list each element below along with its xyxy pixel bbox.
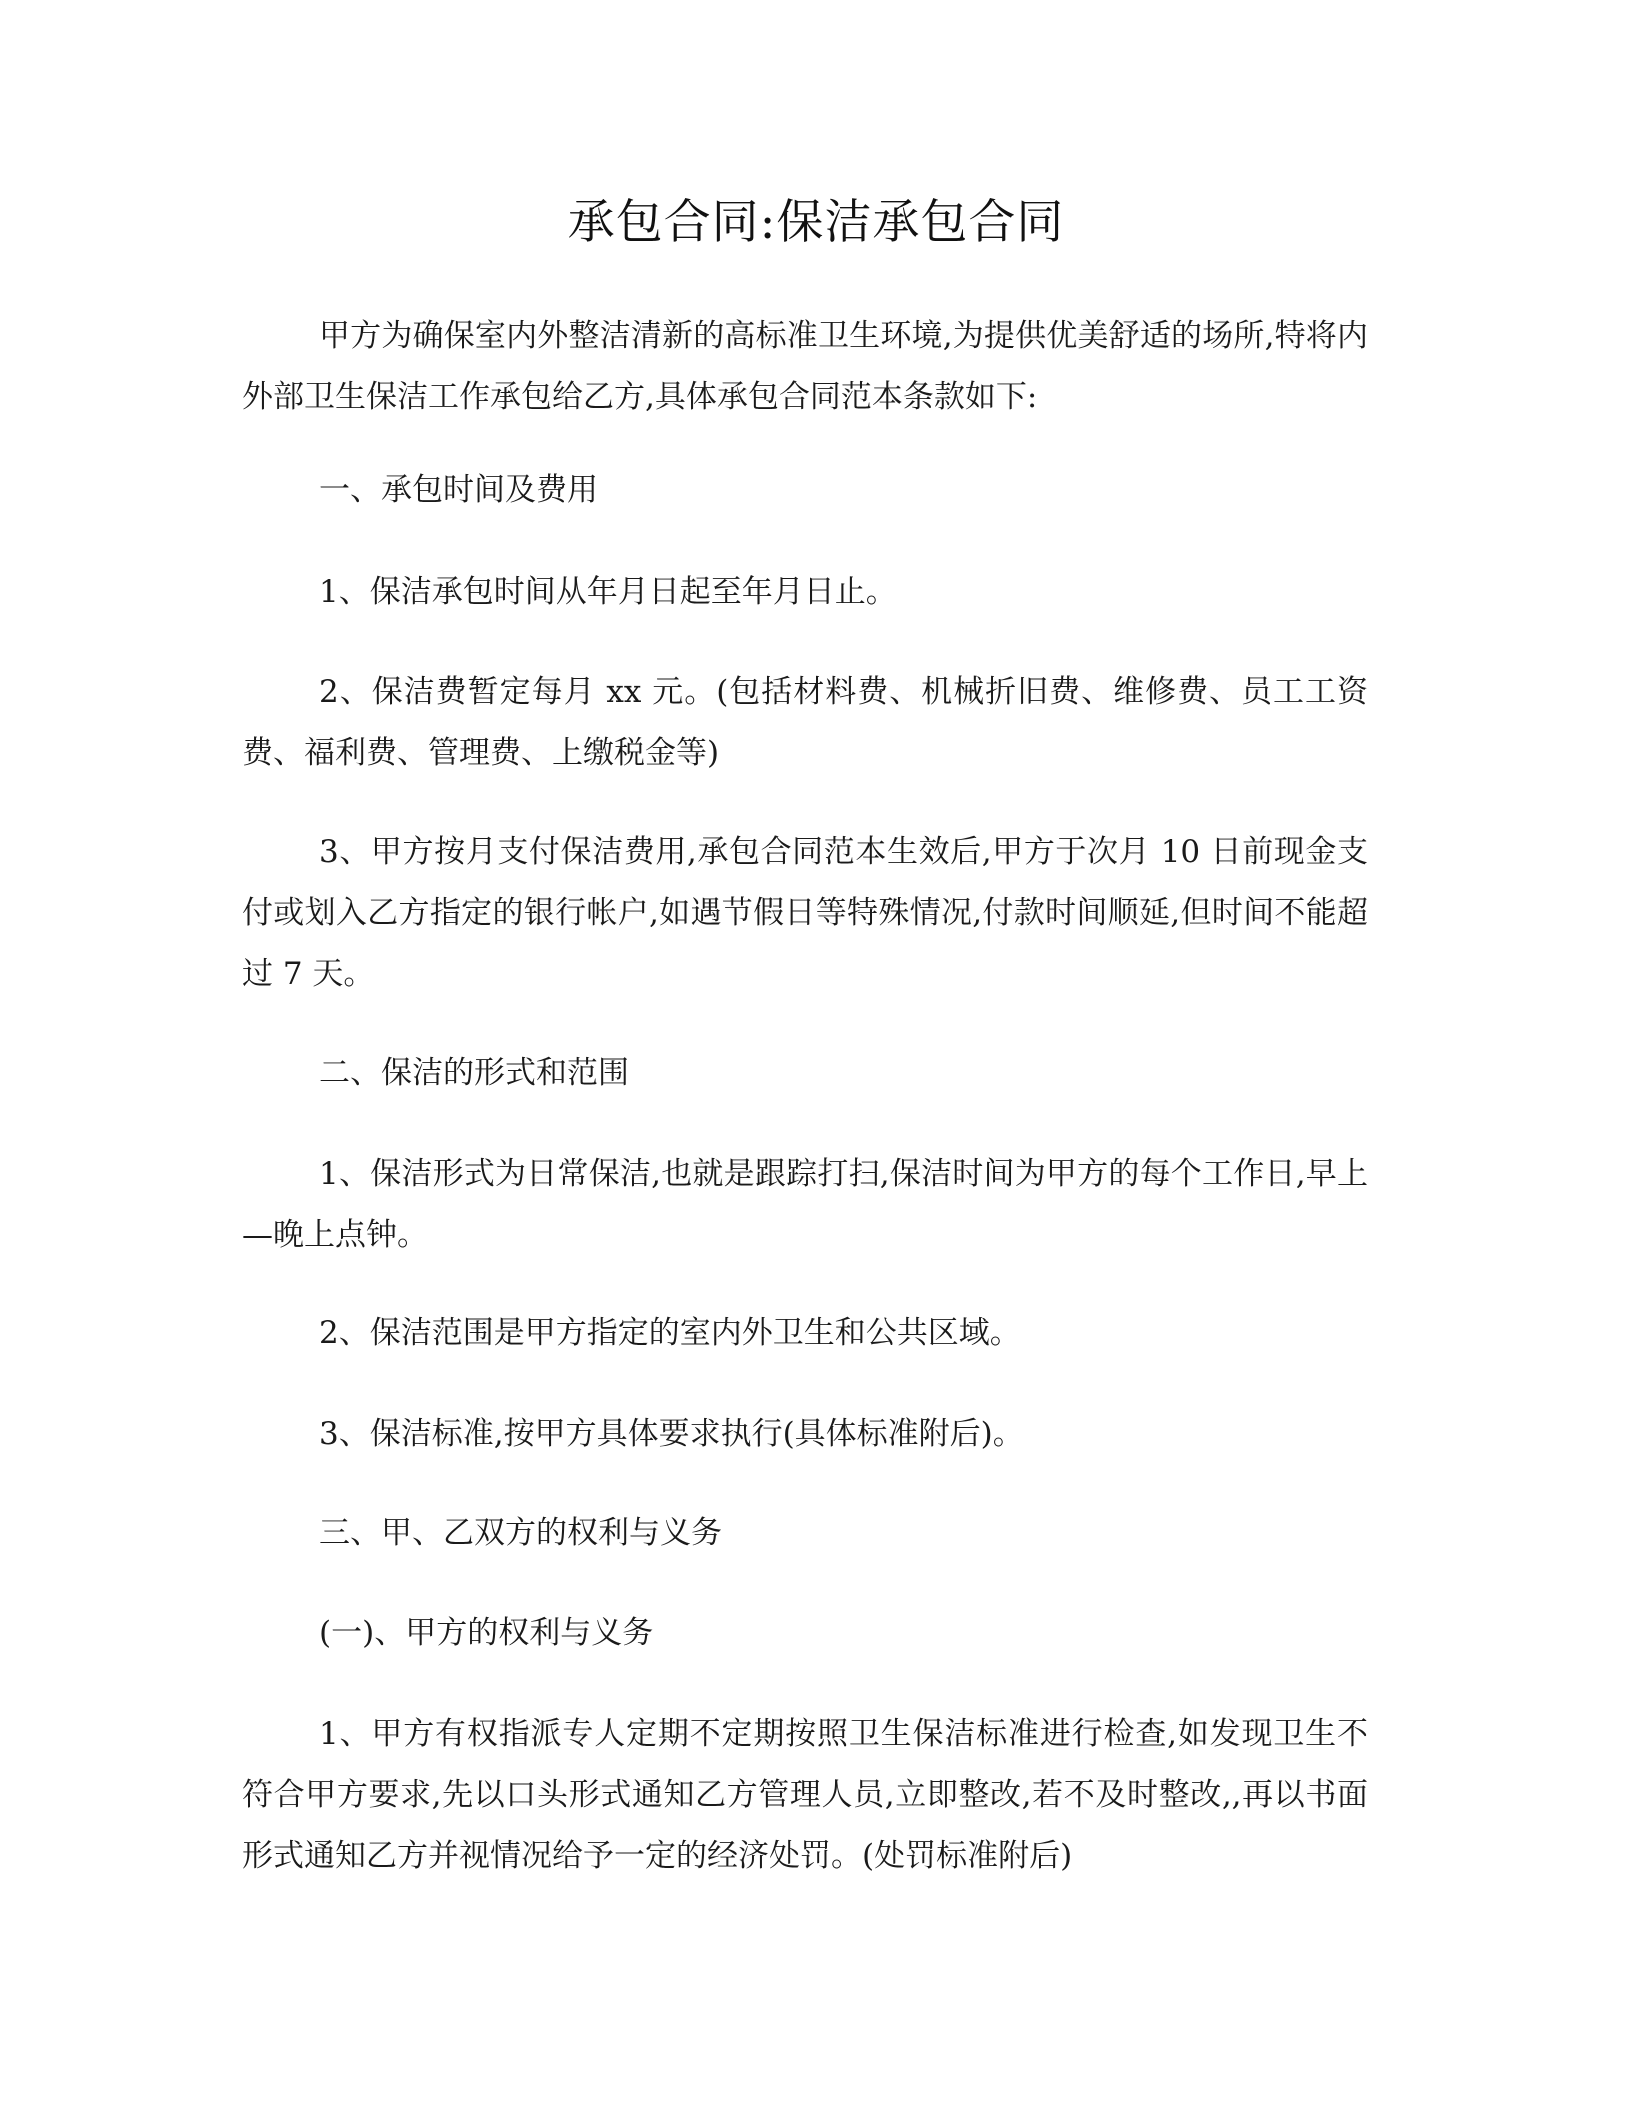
section-heading-3: 三、甲、乙双方的权利与义务 (319, 1515, 722, 1551)
clause-3-1-1: 1、甲方有权指派专人定期不定期按照卫生保洁标准进行检查,如发现卫生不符合甲方要求,先以口头形式通知乙方管理人员,立即整改,若不及时整改,,再以书面形式通知乙方并视情况给予一定的经济处罚。(处罚标准附后) (242, 1716, 1368, 1874)
clause-1-2: 2、保洁费暂定每月 xx 元。(包括材料费、机械折旧费、维修费、员工工资费、福利费、管理费、上缴税金等) (242, 674, 1368, 771)
clause-2-3: 3、保洁标准,按甲方具体要求执行(具体标准附后)。 (319, 1416, 1024, 1452)
clause-2-1: 1、保洁形式为日常保洁,也就是跟踪打扫,保洁时间为甲方的每个工作日,早上—晚上点钟。 (242, 1156, 1368, 1253)
section-heading-2: 二、保洁的形式和范围 (319, 1055, 629, 1091)
subsection-heading-3-1: (一)、甲方的权利与义务 (319, 1615, 654, 1651)
clause-1-3: 3、甲方按月支付保洁费用,承包合同范本生效后,甲方于次月 10 日前现金支付或划入乙方指定的银行帐户,如遇节假日等特殊情况,付款时间顺延,但时间不能超过 7 天。 (242, 834, 1368, 992)
clause-1-1: 1、保洁承包时间从年月日起至年月日止。 (319, 574, 897, 610)
clause-2-2: 2、保洁范围是甲方指定的室内外卫生和公共区域。 (319, 1315, 1021, 1351)
intro-paragraph: 甲方为确保室内外整洁清新的高标准卫生环境,为提供优美舒适的场所,特将内外部卫生保洁工作承包给乙方,具体承包合同范本条款如下: (242, 318, 1368, 415)
section-heading-1: 一、承包时间及费用 (319, 472, 598, 508)
document-title: 承包合同:保洁承包合同 (567, 195, 1065, 250)
